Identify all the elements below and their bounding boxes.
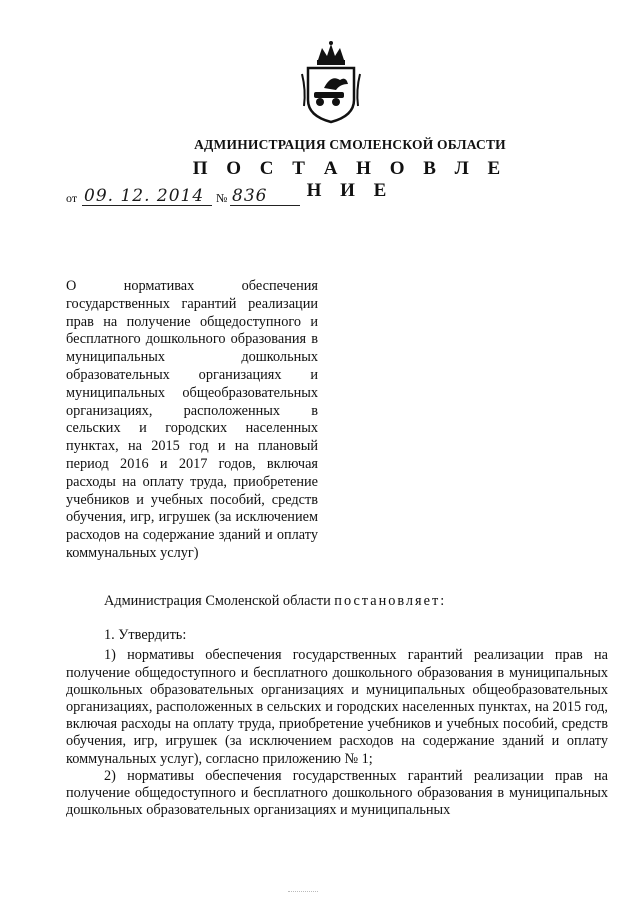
point-1: 1. Утвердить:	[104, 627, 187, 644]
organization-title: АДМИНИСТРАЦИЯ СМОЛЕНСКОЙ ОБЛАСТИ	[194, 137, 506, 152]
intro-text: Администрация Смоленской области	[104, 593, 335, 609]
document-subject: О нормативах обеспечения государственных гарантий реализации прав на получение общедоступного и бесплатного дошкольного образования в муниципальных дошкольных образовательных организациях и муниципальных общеобразовательных организациях, расположенных в сельских и городских населенных пунктах, на 2015 год и на плановый период 2016 и 2017 годов, включая расходы на оплату труда, приобретение учебников и учебных пособий, средств обучения, игр, игрушек (за исключением расходов на содержание зданий и оплату коммунальных услуг)	[66, 278, 318, 561]
document-type-title: П О С Т А Н О В Л Е Н И Е	[192, 158, 508, 201]
date-number-line	[66, 188, 366, 210]
document-body	[66, 593, 608, 819]
handwritten-date: 09. 12. 2014	[84, 186, 205, 206]
intro-verb: постановляет:	[334, 593, 447, 609]
date-label: от	[66, 191, 78, 205]
coat-of-arms-icon	[300, 40, 362, 124]
handwritten-number: 836	[232, 186, 268, 206]
subpoint-1: 1) нормативы обеспечения государственных гарантий реализации прав на получение общедоступного и бесплатного дошкольного образования в муниципальных дошкольных образовательных организациях и муниципальных общеобразовательных организациях, расположенных в сельских и городских населенных пунктах, на 2015 год, включая расходы на оплату труда, приобретение учебников и учебных пособий, средств обучения, игр, игрушек (за исключением расходов на содержание зданий и оплату коммунальных услуг), согласно приложению № 1;	[66, 647, 608, 767]
subpoint-2: 2) нормативы обеспечения государственных гарантий реализации прав на получение общедоступного и бесплатного дошкольного образования в муниципальных дошкольных образовательных организациях и муниципальных	[66, 767, 608, 819]
resolution-intro	[66, 593, 608, 610]
number-label: №	[216, 191, 228, 205]
scan-mark	[288, 891, 318, 894]
